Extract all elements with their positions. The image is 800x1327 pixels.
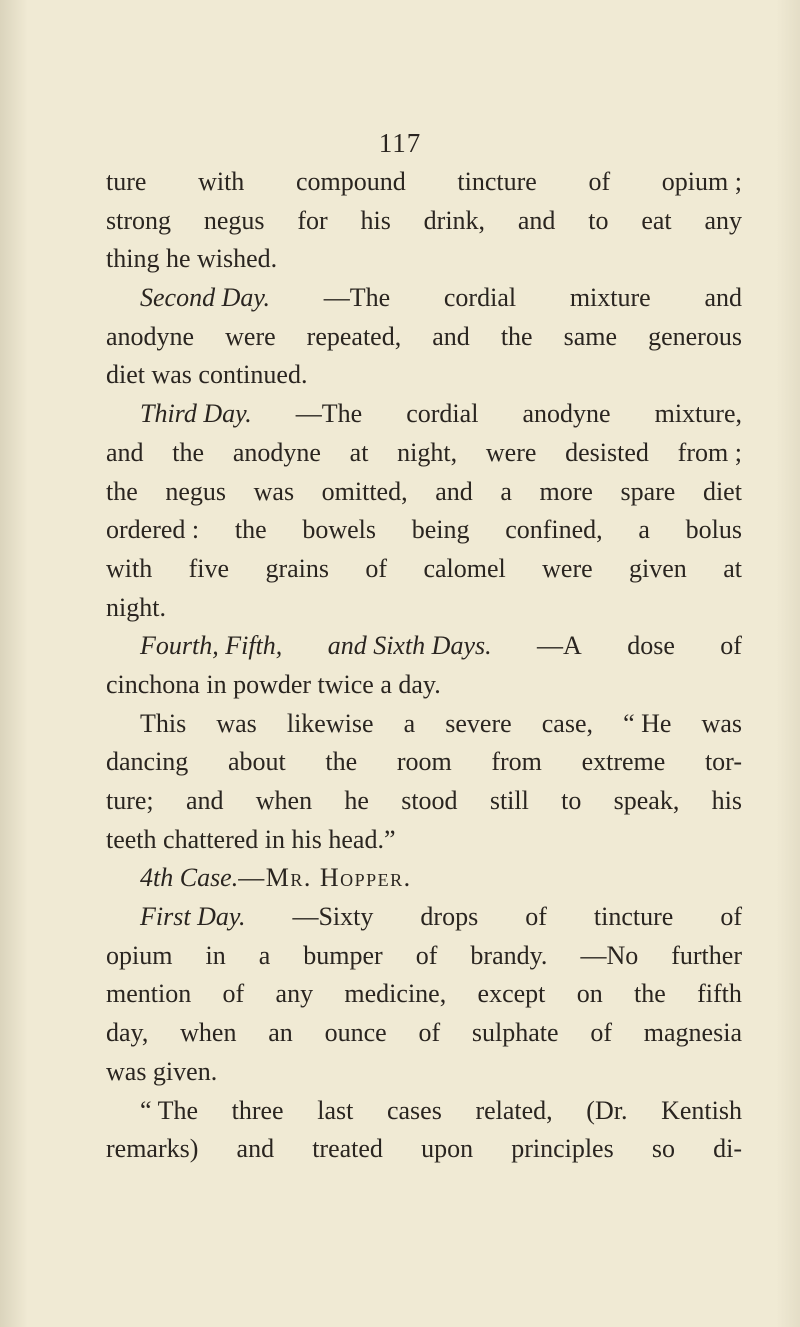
word: diet: [702, 476, 742, 506]
word: mixture,: [654, 399, 742, 429]
word: a: [638, 515, 650, 545]
word: This: [140, 708, 187, 738]
word: case,: [541, 708, 593, 738]
page-number: 117: [378, 128, 422, 158]
day-heading: Third Day.: [140, 399, 252, 429]
word: and: [236, 1134, 275, 1164]
word: likewise: [286, 708, 374, 738]
word: same: [563, 321, 618, 351]
text-line: [106, 163, 742, 202]
word: anodyne: [106, 321, 195, 351]
word: Kentish: [661, 1095, 742, 1125]
word: from ;: [677, 437, 742, 467]
word: was: [253, 476, 295, 506]
text-line: [106, 434, 742, 473]
word: from: [491, 747, 542, 777]
word: and: [185, 786, 224, 815]
word: a: [258, 940, 271, 970]
word: “ The: [140, 1095, 198, 1125]
word: the: [634, 979, 666, 1009]
text-line: [106, 511, 742, 550]
word: of: [418, 1018, 441, 1048]
word: dose: [627, 631, 675, 661]
word: with: [106, 553, 153, 583]
word: ture: [106, 167, 147, 196]
text-line: [106, 705, 742, 744]
word: to: [588, 205, 609, 235]
word: night,: [397, 437, 458, 467]
word: drink,: [423, 205, 486, 235]
word: except: [477, 979, 546, 1009]
word: being: [411, 515, 470, 545]
text-line: [106, 821, 742, 860]
day-heading: Second Day.: [140, 283, 270, 313]
word: remarks): [106, 1134, 199, 1164]
word: when: [255, 786, 313, 815]
word: last: [317, 1095, 354, 1125]
word: generous: [648, 321, 742, 351]
word: and: [435, 476, 473, 506]
word: calomel: [423, 553, 506, 583]
text-line: [106, 1014, 742, 1053]
text-line: [106, 782, 742, 821]
word: severe: [445, 708, 512, 738]
line-text: cinchona in powder twice a day.: [106, 669, 441, 699]
day-heading: and Sixth Days.: [327, 631, 492, 661]
word: a: [403, 708, 416, 738]
text-line: [106, 240, 742, 279]
word: at: [349, 437, 369, 467]
word: speak,: [613, 786, 680, 815]
word: desisted: [565, 437, 649, 467]
word: mention: [106, 979, 192, 1009]
word: —The: [323, 283, 391, 313]
word: cordial: [406, 399, 479, 429]
word: the: [234, 515, 267, 545]
word: opium ;: [661, 167, 742, 196]
text-line: [106, 356, 742, 395]
case-heading: 4th Case.: [140, 863, 239, 893]
word: he: [344, 786, 369, 815]
word: the: [106, 476, 138, 506]
word: of: [720, 631, 742, 661]
word: five: [188, 553, 230, 583]
word: so: [651, 1134, 675, 1164]
word: of: [588, 167, 611, 196]
word: for: [297, 205, 328, 235]
case-patient-name: —Mr. Hopper.: [238, 863, 412, 893]
day-heading: Fourth, Fifth,: [140, 631, 283, 661]
word: was: [701, 708, 742, 738]
word: room: [396, 747, 452, 777]
text-line: [106, 743, 742, 782]
text-line: [106, 202, 742, 241]
word: dancing: [106, 747, 189, 777]
text-line: [106, 975, 742, 1014]
word: negus: [203, 205, 265, 235]
word: and: [106, 437, 144, 467]
line-text: thing he wished.: [106, 244, 278, 274]
word: any: [275, 979, 314, 1009]
word: anodyne: [232, 437, 321, 467]
word: at: [723, 553, 742, 583]
body-text: [106, 163, 742, 1169]
word: about: [227, 747, 286, 777]
word: ture;: [106, 786, 154, 815]
word: magnesia: [643, 1018, 742, 1048]
text-line: [106, 318, 742, 357]
word: cases: [386, 1095, 442, 1125]
word: stood: [401, 786, 458, 815]
word: of: [525, 902, 547, 932]
word: —The: [295, 399, 363, 429]
word: in: [205, 940, 226, 970]
text-line: [106, 279, 742, 318]
text-line: [106, 550, 742, 589]
word: ordered :: [106, 515, 200, 545]
word: given: [629, 553, 687, 583]
word: of: [590, 1018, 613, 1048]
word: mixture: [569, 283, 651, 313]
word: —No: [580, 940, 639, 970]
word: fifth: [697, 979, 742, 1009]
word: of: [720, 902, 742, 932]
word: with: [198, 167, 245, 196]
text-line: [106, 1130, 742, 1169]
word: the: [500, 321, 533, 351]
text-line: [106, 937, 742, 976]
line-text: teeth chattered in his head.”: [106, 824, 396, 854]
word: and: [432, 321, 470, 351]
word: compound: [295, 167, 406, 196]
word: tincture: [593, 902, 674, 932]
word: opium: [106, 940, 173, 970]
text-line: [106, 898, 742, 937]
word: were: [485, 437, 537, 467]
word: more: [539, 476, 593, 506]
word: were: [542, 553, 593, 583]
word: bumper: [303, 940, 383, 970]
word: extreme: [581, 747, 666, 777]
word: three: [231, 1095, 284, 1125]
word: grains: [265, 553, 329, 583]
word: was: [216, 708, 257, 738]
word: of: [365, 553, 388, 583]
word: bolus: [685, 515, 742, 545]
word: medicine,: [344, 979, 447, 1009]
word: related,: [475, 1095, 553, 1125]
word: treated: [312, 1134, 383, 1164]
word: omitted,: [321, 476, 408, 506]
word: an: [268, 1018, 293, 1048]
word: a: [500, 476, 512, 506]
word: when: [180, 1018, 237, 1048]
word: —A: [537, 631, 582, 661]
word: his: [711, 786, 742, 815]
word: drops: [420, 902, 479, 932]
word: cordial: [443, 283, 517, 313]
word: brandy.: [470, 940, 548, 970]
line-text: was given.: [106, 1056, 218, 1086]
text-line: [106, 1053, 742, 1092]
word: tincture: [457, 167, 537, 196]
text-line: [106, 589, 742, 628]
word: di-: [713, 1134, 742, 1164]
text-line: [106, 1092, 742, 1131]
word: tor-: [704, 747, 742, 777]
word: strong: [106, 205, 171, 235]
word: bowels: [302, 515, 376, 545]
word: of: [222, 979, 245, 1009]
line-text: night.: [106, 592, 166, 622]
word: principles: [511, 1134, 614, 1164]
text-line: [106, 395, 742, 434]
word: ounce: [324, 1018, 387, 1048]
word: the: [172, 437, 205, 467]
word: negus: [165, 476, 227, 506]
word: spare: [620, 476, 676, 506]
word: —Sixty: [292, 902, 374, 932]
word: eat: [641, 205, 672, 235]
word: any: [704, 205, 742, 235]
word: anodyne: [522, 399, 611, 429]
word: further: [671, 940, 742, 970]
line-text: diet was continued.: [106, 360, 308, 390]
word: day,: [106, 1018, 149, 1048]
word: and: [704, 283, 742, 313]
word: (Dr.: [586, 1095, 628, 1125]
word: still: [489, 786, 529, 815]
word: his: [360, 205, 391, 235]
word: on: [576, 979, 603, 1009]
day-heading: First Day.: [140, 902, 246, 932]
text-line: [106, 627, 742, 666]
text-line: [106, 859, 742, 898]
text-line: [106, 473, 742, 512]
word: confined,: [505, 515, 603, 545]
word: upon: [421, 1134, 474, 1164]
word: to: [561, 786, 582, 815]
word: were: [225, 321, 276, 351]
word: “ He: [623, 708, 672, 738]
word: of: [415, 940, 438, 970]
word: the: [325, 747, 358, 777]
word: repeated,: [306, 321, 402, 351]
word: and: [517, 205, 556, 235]
word: sulphate: [471, 1018, 559, 1048]
text-line: [106, 666, 742, 705]
